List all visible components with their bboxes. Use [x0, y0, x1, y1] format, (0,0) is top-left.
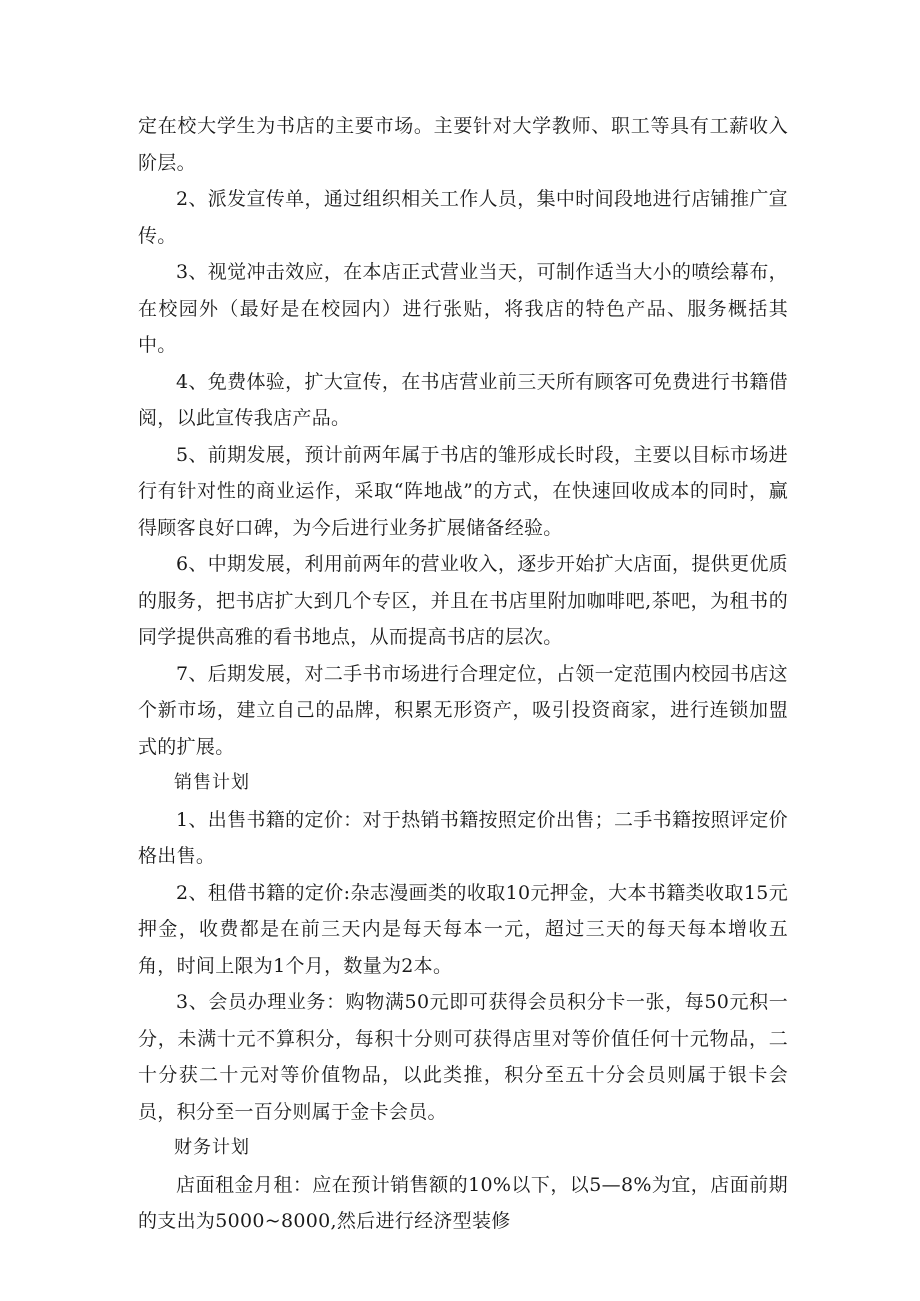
- section-heading-sales-plan: 销售计划: [174, 772, 250, 793]
- paragraph-rental-pricing: 2、租借书籍的定价:杂志漫画类的收取10元押金，大本书籍类收取15元押金，收费都是在前三天内是每天每本一元，超过三天的每天每本增收五角，时间上限为1个月，数量为2本。: [138, 881, 788, 977]
- paragraph-visual-impact: 3、视觉冲击效应，在本店正式营业当天，可制作适当大小的喷绘幕布，在校园外（最好是在校园内）进行张贴，将我店的特色产品、服务概括其中。: [138, 261, 788, 356]
- paragraph-flyers: 2、派发宣传单，通过组织相关工作人员，集中时间段地进行店铺推广宣传。: [138, 188, 788, 247]
- section-heading-financial-plan: 财务计划: [174, 1137, 250, 1158]
- paragraph-membership: 3、会员办理业务：购物满50元即可获得会员积分卡一张，每50元积一分，未满十元不算积分，每积十分则可获得店里对等价值任何十元物品，二十分获二十元对等价值物品，以此类推，积分至五十分会员则属于银卡会员，积分至一百分则属于金卡会员。: [138, 991, 788, 1123]
- paragraph-target-market: 定在校大学生为书店的主要市场。主要针对大学教师、职工等具有工薪收入阶层。: [138, 115, 788, 174]
- paragraph-rent: 店面租金月租：应在预计销售额的10%以下，以5—8%为宜，店面前期的支出为5000~8000,然后进行经济型装修: [138, 1173, 788, 1232]
- paragraph-free-trial: 4、免费体验，扩大宣传，在书店营业前三天所有顾客可免费进行书籍借阅，以此宣传我店产品。: [138, 370, 788, 429]
- paragraph-early-development: 5、前期发展，预计前两年属于书店的雏形成长时段，主要以目标市场进行有针对性的商业运作，采取“阵地战”的方式，在快速回收成本的同时，赢得顾客良好口碑，为今后进行业务扩展储备经验。: [138, 443, 788, 539]
- paragraph-mid-development: 6、中期发展，利用前两年的营业收入，逐步开始扩大店面，提供更优质的服务，把书店扩大到几个专区，并且在书店里附加咖啡吧,茶吧，为租书的同学提供高雅的看书地点，从而提高书店的层次。: [138, 553, 788, 648]
- paragraph-sale-pricing: 1、出售书籍的定价：对于热销书籍按照定价出售；二手书籍按照评定价格出售。: [138, 808, 788, 867]
- paragraph-late-development: 7、后期发展，对二手书市场进行合理定位，占领一定范围内校园书店这个新市场，建立自己的品牌，积累无形资产，吸引投资商家，进行连锁加盟式的扩展。: [138, 662, 788, 758]
- document-body: [138, 108, 788, 1240]
